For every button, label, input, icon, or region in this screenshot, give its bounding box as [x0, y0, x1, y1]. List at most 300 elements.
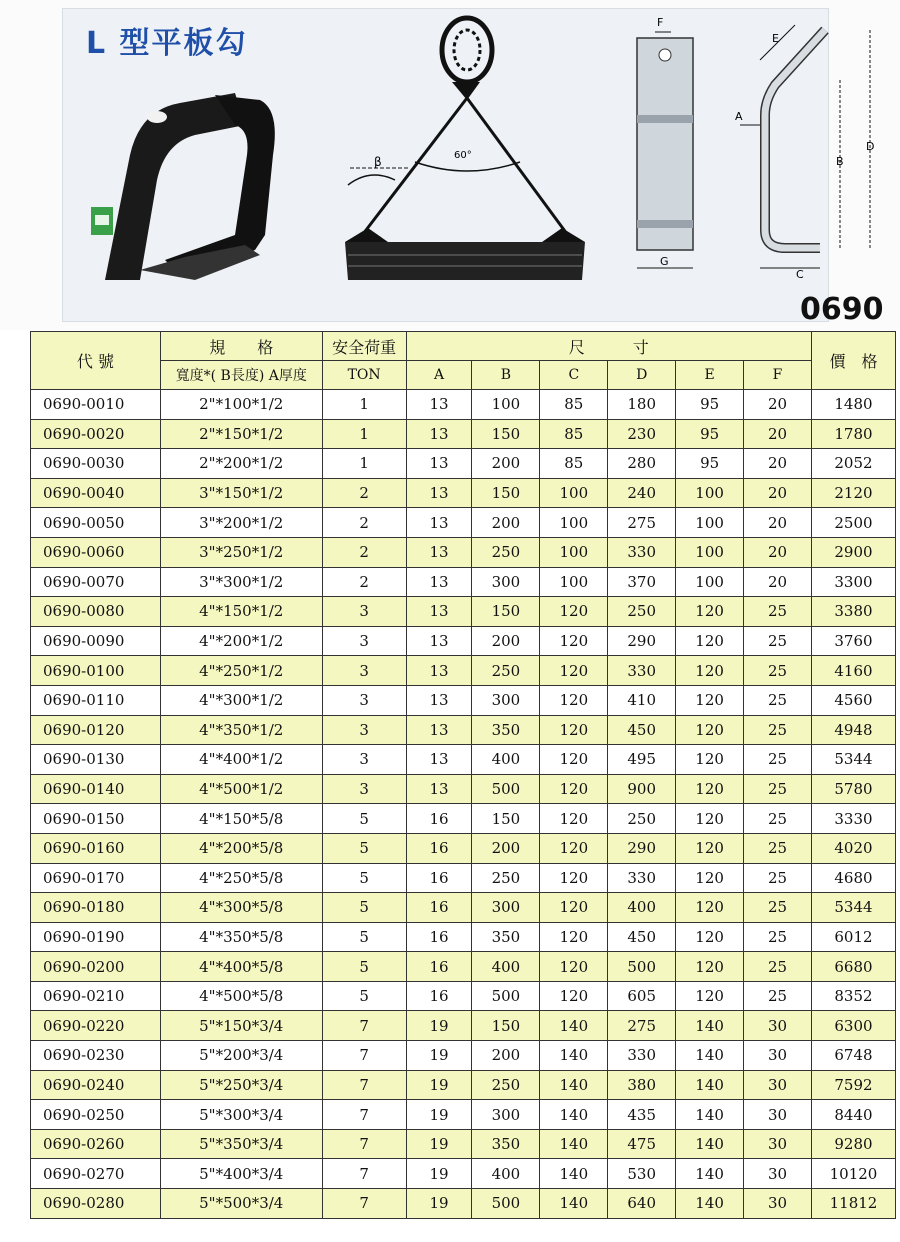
- product-code: 0690: [800, 292, 884, 327]
- cell-f: 25: [744, 626, 812, 656]
- cell-d: 435: [608, 1100, 676, 1130]
- header-dim-e: E: [676, 361, 744, 390]
- cell-e: 140: [676, 1070, 744, 1100]
- cell-d: 250: [608, 597, 676, 627]
- cell-b: 250: [472, 656, 540, 686]
- cell-f: 20: [744, 419, 812, 449]
- cell-spec: 5"*500*3/4: [160, 1189, 322, 1219]
- header-price: 價 格: [811, 332, 895, 390]
- cell-spec: 4"*250*1/2: [160, 656, 322, 686]
- table-row: [31, 685, 896, 715]
- cell-load: 7: [322, 1070, 406, 1100]
- table-row: [31, 981, 896, 1011]
- dim-c-label: C: [796, 268, 804, 281]
- cell-code: 0690-0010: [31, 390, 161, 420]
- cell-f: 20: [744, 508, 812, 538]
- cell-d: 475: [608, 1129, 676, 1159]
- cell-f: 25: [744, 685, 812, 715]
- cell-price: 4020: [811, 833, 895, 863]
- cell-load: 3: [322, 597, 406, 627]
- cell-c: 140: [540, 1041, 608, 1071]
- cell-spec: 4"*350*1/2: [160, 715, 322, 745]
- cell-c: 140: [540, 1011, 608, 1041]
- cell-d: 900: [608, 774, 676, 804]
- cell-a: 13: [406, 656, 472, 686]
- cell-spec: 4"*150*5/8: [160, 804, 322, 834]
- cell-price: 11812: [811, 1189, 895, 1219]
- cell-b: 300: [472, 1100, 540, 1130]
- cell-price: 8352: [811, 981, 895, 1011]
- cell-spec: 5"*200*3/4: [160, 1041, 322, 1071]
- cell-spec: 2"*100*1/2: [160, 390, 322, 420]
- cell-spec: 4"*200*1/2: [160, 626, 322, 656]
- cell-price: 2500: [811, 508, 895, 538]
- cell-c: 100: [540, 567, 608, 597]
- cell-c: 85: [540, 419, 608, 449]
- cell-load: 7: [322, 1129, 406, 1159]
- cell-price: 8440: [811, 1100, 895, 1130]
- cell-load: 7: [322, 1041, 406, 1071]
- cell-e: 140: [676, 1011, 744, 1041]
- header-dim-b: B: [472, 361, 540, 390]
- cell-f: 25: [744, 804, 812, 834]
- cell-price: 4160: [811, 656, 895, 686]
- cell-c: 85: [540, 390, 608, 420]
- cell-load: 7: [322, 1159, 406, 1189]
- cell-code: 0690-0060: [31, 537, 161, 567]
- cell-spec: 4"*250*5/8: [160, 863, 322, 893]
- cell-a: 16: [406, 952, 472, 982]
- cell-load: 2: [322, 478, 406, 508]
- cell-load: 3: [322, 745, 406, 775]
- table-row: [31, 804, 896, 834]
- cell-f: 20: [744, 390, 812, 420]
- cell-spec: 4"*200*5/8: [160, 833, 322, 863]
- cell-c: 120: [540, 656, 608, 686]
- cell-e: 100: [676, 508, 744, 538]
- cell-e: 95: [676, 390, 744, 420]
- cell-a: 13: [406, 419, 472, 449]
- table-row: [31, 1011, 896, 1041]
- cell-e: 120: [676, 774, 744, 804]
- cell-c: 140: [540, 1129, 608, 1159]
- cell-b: 150: [472, 1011, 540, 1041]
- cell-a: 16: [406, 981, 472, 1011]
- cell-code: 0690-0080: [31, 597, 161, 627]
- cell-code: 0690-0230: [31, 1041, 161, 1071]
- header-dim-d: D: [608, 361, 676, 390]
- cell-d: 240: [608, 478, 676, 508]
- table-row: [31, 1070, 896, 1100]
- cell-e: 95: [676, 449, 744, 479]
- cell-price: 6748: [811, 1041, 895, 1071]
- cell-spec: 4"*350*5/8: [160, 922, 322, 952]
- cell-code: 0690-0210: [31, 981, 161, 1011]
- cell-e: 140: [676, 1189, 744, 1219]
- cell-d: 280: [608, 449, 676, 479]
- cell-d: 230: [608, 419, 676, 449]
- cell-price: 5780: [811, 774, 895, 804]
- cell-d: 275: [608, 1011, 676, 1041]
- cell-a: 13: [406, 508, 472, 538]
- cell-spec: 5"*150*3/4: [160, 1011, 322, 1041]
- cell-f: 20: [744, 478, 812, 508]
- header-load-unit: TON: [322, 361, 406, 390]
- table-row: [31, 1100, 896, 1130]
- table-row: [31, 508, 896, 538]
- cell-code: 0690-0040: [31, 478, 161, 508]
- cell-price: 3380: [811, 597, 895, 627]
- table-row: [31, 1129, 896, 1159]
- cell-spec: 4"*300*5/8: [160, 893, 322, 923]
- cell-spec: 4"*150*1/2: [160, 597, 322, 627]
- cell-code: 0690-0260: [31, 1129, 161, 1159]
- table-row: [31, 952, 896, 982]
- cell-load: 3: [322, 685, 406, 715]
- cell-load: 2: [322, 508, 406, 538]
- cell-spec: 2"*200*1/2: [160, 449, 322, 479]
- cell-spec: 4"*500*5/8: [160, 981, 322, 1011]
- cell-spec: 5"*250*3/4: [160, 1070, 322, 1100]
- cell-d: 250: [608, 804, 676, 834]
- cell-f: 25: [744, 833, 812, 863]
- cell-spec: 3"*300*1/2: [160, 567, 322, 597]
- cell-b: 250: [472, 863, 540, 893]
- cell-load: 3: [322, 774, 406, 804]
- cell-f: 25: [744, 893, 812, 923]
- cell-a: 19: [406, 1100, 472, 1130]
- cell-e: 120: [676, 981, 744, 1011]
- table-row: [31, 893, 896, 923]
- table-subheader-row: [31, 361, 896, 390]
- cell-load: 3: [322, 715, 406, 745]
- cell-d: 450: [608, 922, 676, 952]
- cell-b: 200: [472, 449, 540, 479]
- cell-b: 300: [472, 893, 540, 923]
- cell-code: 0690-0110: [31, 685, 161, 715]
- plate-side-view: [730, 20, 890, 285]
- table-row: [31, 833, 896, 863]
- cell-load: 7: [322, 1100, 406, 1130]
- cell-f: 25: [744, 922, 812, 952]
- cell-c: 140: [540, 1070, 608, 1100]
- cell-e: 120: [676, 833, 744, 863]
- cell-price: 1780: [811, 419, 895, 449]
- cell-a: 13: [406, 449, 472, 479]
- cell-spec: 5"*300*3/4: [160, 1100, 322, 1130]
- cell-e: 140: [676, 1041, 744, 1071]
- cell-c: 120: [540, 626, 608, 656]
- cell-e: 120: [676, 597, 744, 627]
- cell-price: 6012: [811, 922, 895, 952]
- table-row: [31, 863, 896, 893]
- cell-a: 19: [406, 1041, 472, 1071]
- table-row: [31, 567, 896, 597]
- cell-f: 30: [744, 1100, 812, 1130]
- cell-load: 5: [322, 863, 406, 893]
- cell-a: 13: [406, 745, 472, 775]
- dim-b-label: B: [836, 155, 844, 168]
- cell-e: 100: [676, 478, 744, 508]
- cell-c: 120: [540, 893, 608, 923]
- cell-code: 0690-0270: [31, 1159, 161, 1189]
- cell-c: 120: [540, 715, 608, 745]
- cell-a: 13: [406, 478, 472, 508]
- table-row: [31, 478, 896, 508]
- cell-load: 7: [322, 1011, 406, 1041]
- cell-f: 25: [744, 863, 812, 893]
- header-spec-sub: 寬度*( B長度) A厚度: [160, 361, 322, 390]
- cell-f: 20: [744, 449, 812, 479]
- cell-b: 400: [472, 952, 540, 982]
- cell-b: 200: [472, 1041, 540, 1071]
- cell-c: 120: [540, 685, 608, 715]
- cell-price: 3760: [811, 626, 895, 656]
- cell-c: 120: [540, 952, 608, 982]
- cell-a: 13: [406, 685, 472, 715]
- cell-b: 300: [472, 567, 540, 597]
- cell-b: 300: [472, 685, 540, 715]
- cell-code: 0690-0200: [31, 952, 161, 982]
- cell-price: 5344: [811, 893, 895, 923]
- cell-spec: 3"*200*1/2: [160, 508, 322, 538]
- cell-a: 13: [406, 715, 472, 745]
- cell-d: 290: [608, 626, 676, 656]
- header-dimensions: 尺 寸: [406, 332, 811, 361]
- cell-f: 25: [744, 715, 812, 745]
- cell-b: 250: [472, 537, 540, 567]
- cell-load: 5: [322, 981, 406, 1011]
- cell-b: 500: [472, 774, 540, 804]
- cell-d: 410: [608, 685, 676, 715]
- dim-a-label: A: [735, 110, 743, 123]
- cell-load: 7: [322, 1189, 406, 1219]
- cell-load: 1: [322, 419, 406, 449]
- cell-d: 500: [608, 952, 676, 982]
- cell-spec: 5"*350*3/4: [160, 1129, 322, 1159]
- cell-f: 20: [744, 537, 812, 567]
- cell-b: 150: [472, 597, 540, 627]
- cell-a: 16: [406, 804, 472, 834]
- cell-b: 100: [472, 390, 540, 420]
- dim-g-label: G: [660, 255, 669, 268]
- header-area: [0, 0, 900, 330]
- cell-e: 140: [676, 1100, 744, 1130]
- cell-price: 10120: [811, 1159, 895, 1189]
- cell-load: 2: [322, 567, 406, 597]
- table-row: [31, 449, 896, 479]
- cell-code: 0690-0090: [31, 626, 161, 656]
- table-row: [31, 715, 896, 745]
- cell-e: 140: [676, 1129, 744, 1159]
- cell-load: 1: [322, 390, 406, 420]
- table-row: [31, 1189, 896, 1219]
- cell-f: 25: [744, 656, 812, 686]
- cell-b: 350: [472, 715, 540, 745]
- cell-load: 5: [322, 893, 406, 923]
- cell-e: 120: [676, 893, 744, 923]
- dim-d-label: D: [866, 140, 875, 153]
- cell-code: 0690-0140: [31, 774, 161, 804]
- cell-price: 9280: [811, 1129, 895, 1159]
- table-row: [31, 537, 896, 567]
- cell-c: 140: [540, 1100, 608, 1130]
- dim-f-label: F: [657, 16, 664, 29]
- cell-load: 3: [322, 656, 406, 686]
- cell-c: 120: [540, 774, 608, 804]
- table-row: [31, 656, 896, 686]
- cell-code: 0690-0160: [31, 833, 161, 863]
- cell-a: 13: [406, 537, 472, 567]
- cell-price: 7592: [811, 1070, 895, 1100]
- table-row: [31, 626, 896, 656]
- cell-b: 500: [472, 981, 540, 1011]
- cell-code: 0690-0280: [31, 1189, 161, 1219]
- cell-a: 16: [406, 893, 472, 923]
- cell-a: 13: [406, 390, 472, 420]
- cell-f: 30: [744, 1070, 812, 1100]
- cell-load: 5: [322, 833, 406, 863]
- cell-c: 120: [540, 833, 608, 863]
- cell-f: 25: [744, 981, 812, 1011]
- table-row: [31, 419, 896, 449]
- cell-code: 0690-0220: [31, 1011, 161, 1041]
- cell-price: 4948: [811, 715, 895, 745]
- cell-f: 30: [744, 1011, 812, 1041]
- cell-code: 0690-0150: [31, 804, 161, 834]
- cell-b: 400: [472, 1159, 540, 1189]
- cell-a: 19: [406, 1189, 472, 1219]
- cell-b: 350: [472, 922, 540, 952]
- cell-d: 330: [608, 863, 676, 893]
- header-load: 安全荷重: [322, 332, 406, 361]
- cell-spec: 2"*150*1/2: [160, 419, 322, 449]
- cell-f: 30: [744, 1189, 812, 1219]
- cell-load: 5: [322, 922, 406, 952]
- cell-spec: 3"*150*1/2: [160, 478, 322, 508]
- cell-e: 100: [676, 567, 744, 597]
- cell-e: 140: [676, 1159, 744, 1189]
- cell-c: 100: [540, 508, 608, 538]
- cell-b: 350: [472, 1129, 540, 1159]
- cell-d: 330: [608, 656, 676, 686]
- cell-code: 0690-0020: [31, 419, 161, 449]
- cell-price: 6680: [811, 952, 895, 982]
- cell-price: 2900: [811, 537, 895, 567]
- cell-d: 370: [608, 567, 676, 597]
- cell-code: 0690-0180: [31, 893, 161, 923]
- cell-c: 120: [540, 863, 608, 893]
- cell-d: 290: [608, 833, 676, 863]
- plate-front-view: [625, 10, 705, 280]
- cell-d: 495: [608, 745, 676, 775]
- header-dim-c: C: [540, 361, 608, 390]
- cell-a: 16: [406, 922, 472, 952]
- cell-spec: 4"*500*1/2: [160, 774, 322, 804]
- cell-e: 120: [676, 715, 744, 745]
- cell-code: 0690-0190: [31, 922, 161, 952]
- cell-price: 2120: [811, 478, 895, 508]
- cell-a: 19: [406, 1011, 472, 1041]
- cell-code: 0690-0120: [31, 715, 161, 745]
- cell-d: 640: [608, 1189, 676, 1219]
- cell-price: 1480: [811, 390, 895, 420]
- cell-a: 13: [406, 567, 472, 597]
- cell-a: 19: [406, 1070, 472, 1100]
- cell-e: 120: [676, 863, 744, 893]
- header-spec: 規 格: [160, 332, 322, 361]
- cell-c: 140: [540, 1189, 608, 1219]
- product-photo: [85, 85, 295, 290]
- cell-e: 95: [676, 419, 744, 449]
- cell-spec: 4"*400*1/2: [160, 745, 322, 775]
- cell-c: 120: [540, 597, 608, 627]
- cell-b: 500: [472, 1189, 540, 1219]
- cell-a: 13: [406, 626, 472, 656]
- cell-f: 30: [744, 1129, 812, 1159]
- cell-f: 25: [744, 774, 812, 804]
- dim-e-label: E: [772, 32, 779, 45]
- cell-load: 5: [322, 804, 406, 834]
- cell-b: 200: [472, 626, 540, 656]
- cell-spec: 5"*400*3/4: [160, 1159, 322, 1189]
- cell-load: 3: [322, 626, 406, 656]
- table-row: [31, 922, 896, 952]
- cell-d: 275: [608, 508, 676, 538]
- cell-spec: 4"*400*5/8: [160, 952, 322, 982]
- cell-c: 120: [540, 745, 608, 775]
- angle-beta-label: β: [374, 155, 382, 169]
- cell-c: 120: [540, 981, 608, 1011]
- table-row: [31, 1041, 896, 1071]
- cell-a: 13: [406, 597, 472, 627]
- cell-spec: 4"*300*1/2: [160, 685, 322, 715]
- cell-spec: 3"*250*1/2: [160, 537, 322, 567]
- cell-c: 120: [540, 804, 608, 834]
- cell-code: 0690-0240: [31, 1070, 161, 1100]
- cell-price: 3300: [811, 567, 895, 597]
- cell-f: 25: [744, 952, 812, 982]
- cell-d: 530: [608, 1159, 676, 1189]
- cell-c: 100: [540, 537, 608, 567]
- cell-d: 180: [608, 390, 676, 420]
- cell-code: 0690-0050: [31, 508, 161, 538]
- cell-f: 30: [744, 1159, 812, 1189]
- cell-e: 120: [676, 745, 744, 775]
- cell-d: 605: [608, 981, 676, 1011]
- table-row: [31, 745, 896, 775]
- cell-code: 0690-0070: [31, 567, 161, 597]
- cell-e: 120: [676, 952, 744, 982]
- table-row: [31, 597, 896, 627]
- cell-e: 120: [676, 626, 744, 656]
- header-dim-a: A: [406, 361, 472, 390]
- cell-price: 6300: [811, 1011, 895, 1041]
- cell-d: 330: [608, 1041, 676, 1071]
- cell-a: 19: [406, 1159, 472, 1189]
- cell-d: 380: [608, 1070, 676, 1100]
- cell-b: 150: [472, 478, 540, 508]
- cell-d: 400: [608, 893, 676, 923]
- cell-e: 120: [676, 685, 744, 715]
- cell-d: 450: [608, 715, 676, 745]
- cell-code: 0690-0130: [31, 745, 161, 775]
- cell-b: 150: [472, 804, 540, 834]
- cell-load: 2: [322, 537, 406, 567]
- cell-a: 16: [406, 863, 472, 893]
- angle-60-label: 60°: [454, 150, 472, 161]
- cell-c: 100: [540, 478, 608, 508]
